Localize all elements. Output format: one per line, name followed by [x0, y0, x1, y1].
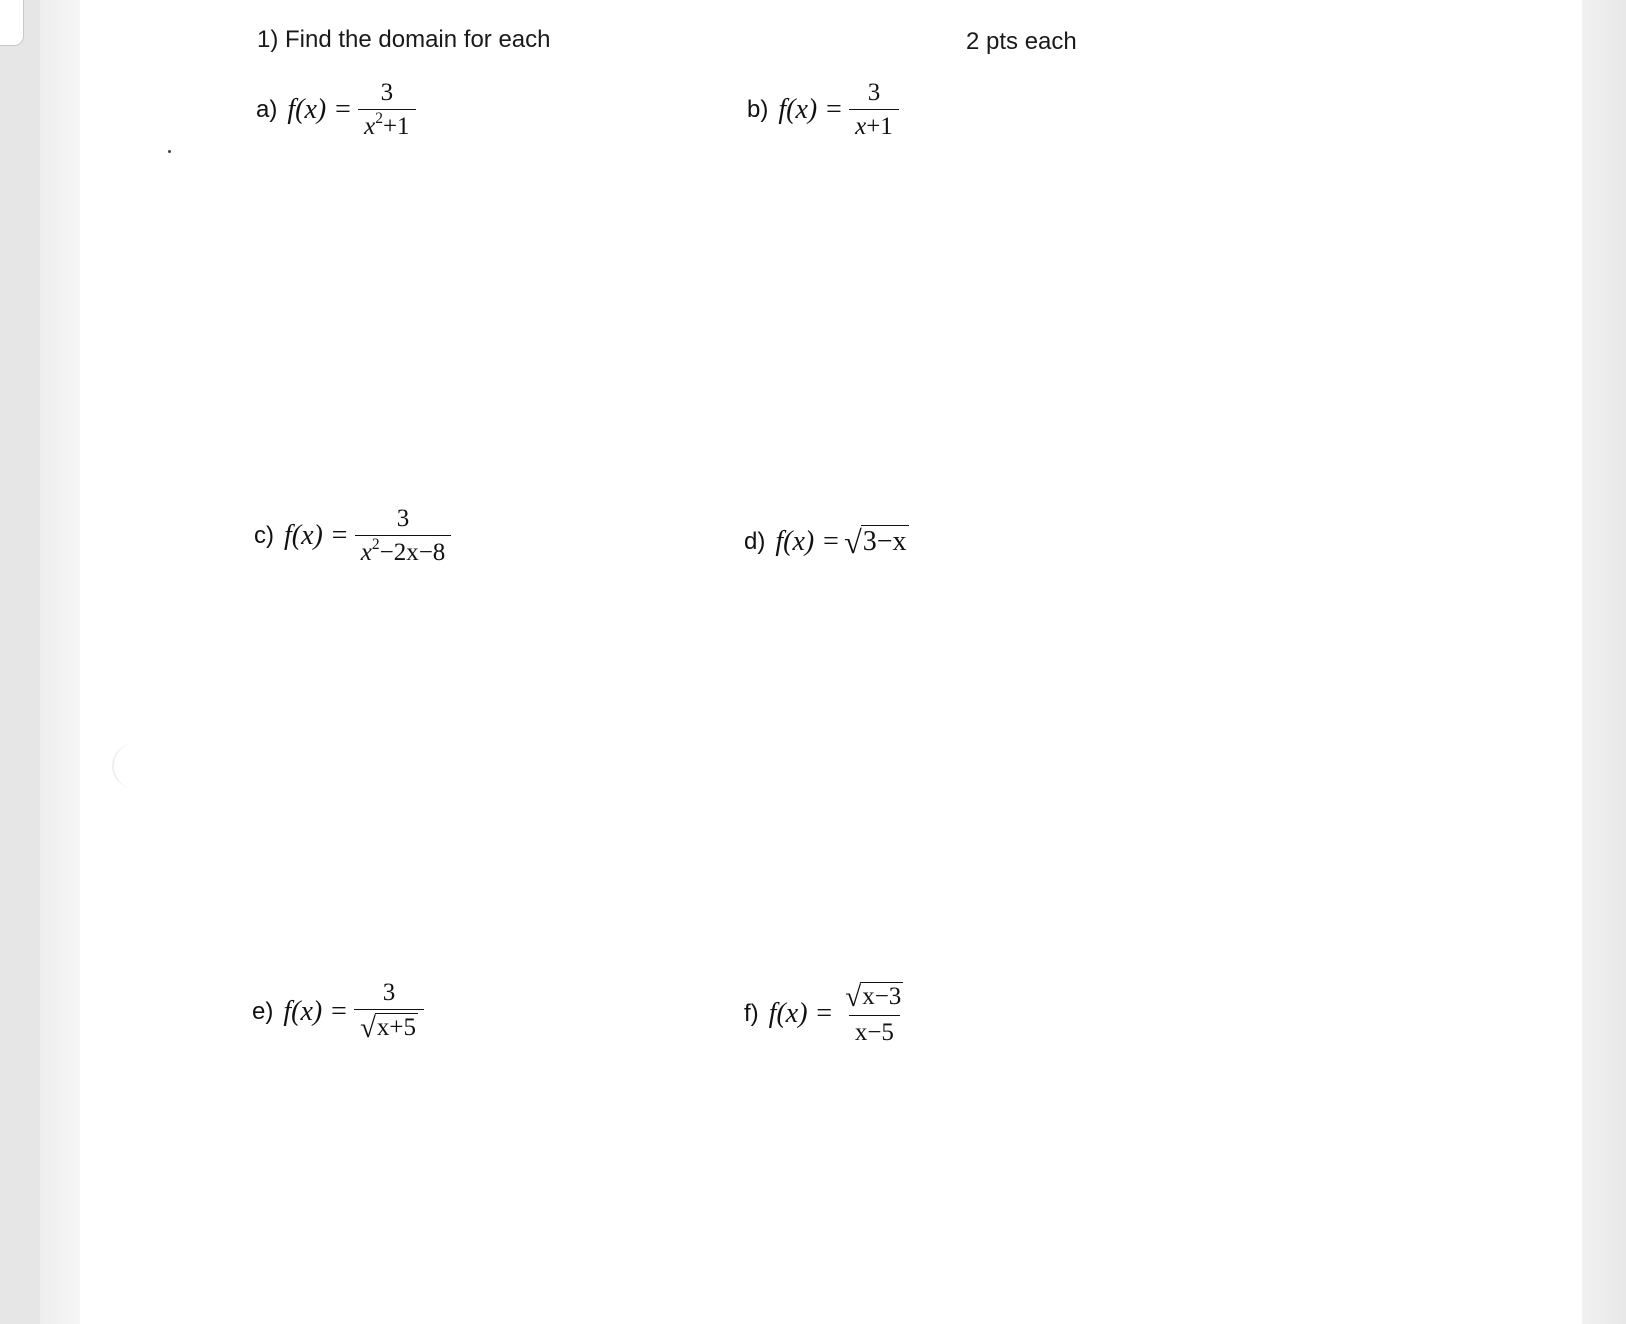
function-lhs: f(x) =: [778, 94, 844, 126]
left-gutter: [0, 0, 40, 1324]
function-lhs: f(x) =: [287, 94, 353, 126]
stray-mark: [112, 744, 154, 788]
sidebar-tab[interactable]: [0, 0, 24, 46]
numerator: 3: [867, 79, 881, 106]
problem-label: b): [747, 96, 769, 124]
problem-b: [747, 80, 899, 141]
function-lhs: f(x) =: [775, 525, 841, 557]
equation: [283, 980, 424, 1044]
problem-label: d): [744, 527, 766, 555]
problem-a: [256, 80, 416, 141]
problem-label: e): [252, 997, 274, 1025]
radicand: 3−x: [862, 526, 907, 557]
denominator: x+1: [849, 109, 899, 141]
function-lhs: f(x) =: [768, 998, 834, 1030]
page-shadow-left: [40, 0, 80, 1324]
denominator: $x^2-2x-8$: [355, 535, 452, 567]
numerator: 3: [380, 79, 394, 106]
square-root: [845, 982, 903, 1012]
equation: [778, 80, 898, 141]
square-root: [360, 1013, 418, 1043]
fraction: [358, 80, 415, 141]
problem-label: a): [256, 96, 278, 124]
radicand: x+5: [376, 1014, 416, 1042]
equation: [287, 80, 415, 141]
problem-e: [252, 980, 424, 1044]
numerator: [839, 982, 909, 1015]
page-shadow-right: [1582, 0, 1626, 1324]
fraction: [849, 80, 899, 141]
problem-label: c): [254, 522, 274, 550]
radicand: x−3: [862, 983, 902, 1010]
document-page: [80, 0, 1582, 1324]
equation: [284, 506, 451, 567]
problem-d: [744, 525, 909, 558]
numerator: 3: [396, 505, 410, 532]
fraction: [354, 980, 424, 1044]
equation: [769, 982, 910, 1047]
radical-icon: √: [360, 1012, 376, 1045]
fraction: [839, 982, 909, 1047]
denominator: $x^2+1$: [358, 109, 415, 141]
square-root: [844, 525, 908, 558]
denominator: x−5: [849, 1015, 900, 1047]
fraction: [355, 506, 452, 567]
question-title: 1) Find the domain for each: [257, 26, 551, 53]
function-lhs: f(x) =: [283, 995, 349, 1027]
function-lhs: f(x) =: [284, 520, 349, 552]
problem-c: [254, 506, 451, 567]
stray-mark: [168, 150, 171, 153]
equation: [775, 525, 908, 558]
problem-label: f): [744, 1000, 759, 1028]
radical-icon: √: [844, 523, 862, 560]
problem-f: [744, 982, 909, 1047]
points-label: 2 pts each: [966, 28, 1077, 55]
denominator: [354, 1009, 424, 1044]
radical-icon: √: [845, 981, 862, 1013]
numerator: 3: [382, 979, 396, 1006]
